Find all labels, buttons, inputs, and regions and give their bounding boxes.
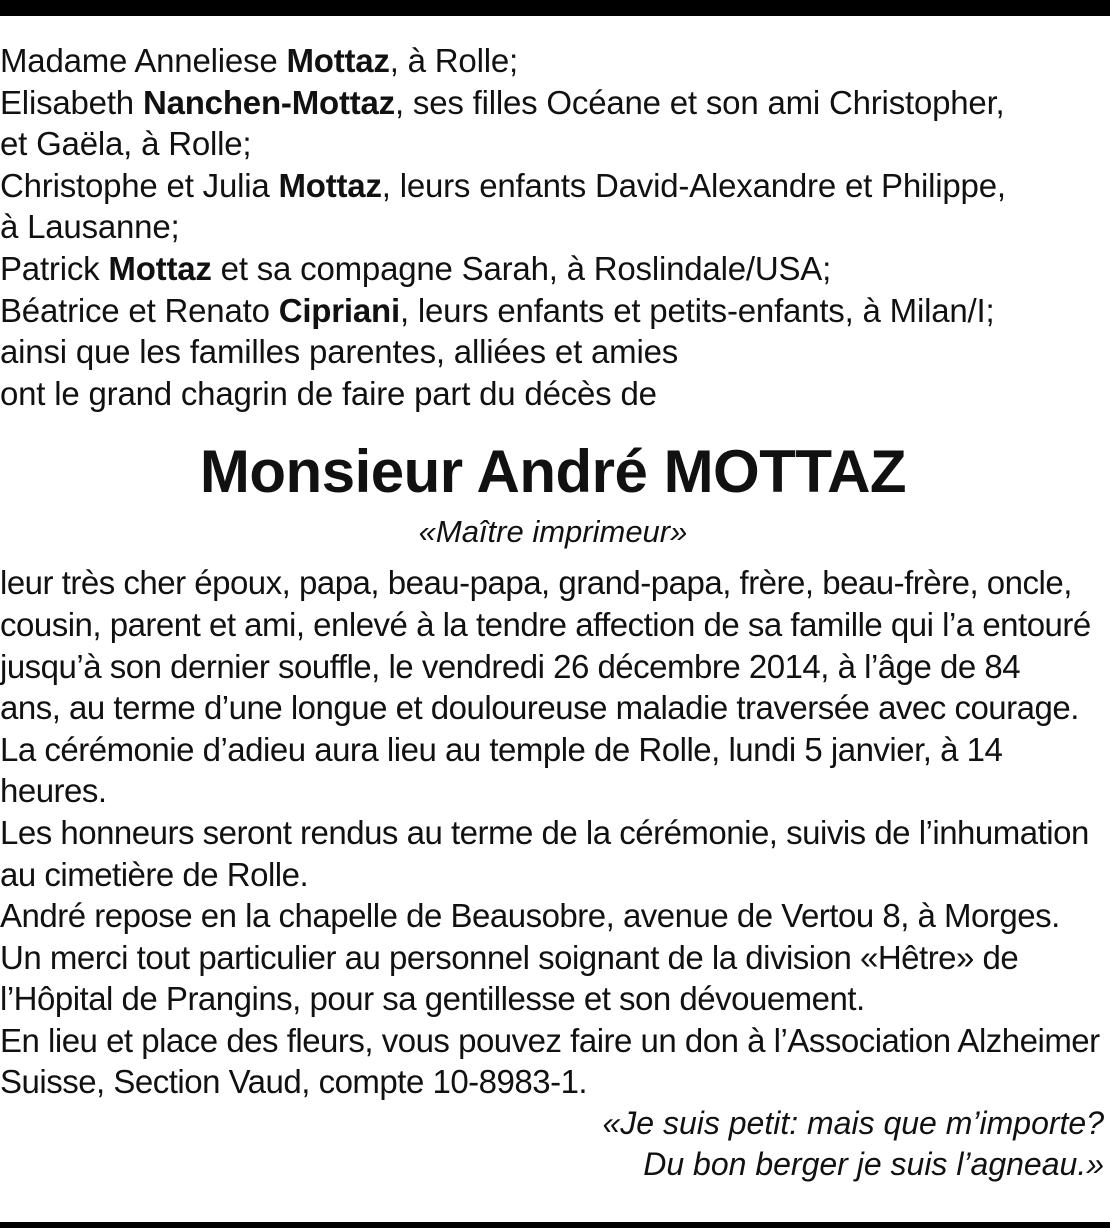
family-line-3: et Gaëla, à Rolle; xyxy=(0,125,252,163)
bottom-rule xyxy=(0,1222,1110,1228)
top-rule xyxy=(0,0,1110,16)
family-line-8: ainsi que les familles parentes, alliées et amies xyxy=(0,333,679,371)
text: Béatrice et Renato xyxy=(0,291,279,329)
surname: Mottaz xyxy=(108,249,212,287)
surname: Cipriani xyxy=(278,291,400,329)
body-line: au cimetière de Rolle. xyxy=(0,855,309,893)
closing-quote-line: «Je suis petit: mais que m’importe? xyxy=(602,1105,1104,1142)
text: Elisabeth xyxy=(0,83,143,121)
family-line-7 xyxy=(0,290,1106,332)
body-line: l’Hôpital de Prangins, pour sa gentillesse et son dévouement. xyxy=(0,980,865,1018)
death-notice xyxy=(0,40,1106,1185)
body-line: Un merci tout particulier au personnel soignant de la division «Hêtre» de xyxy=(0,938,1019,976)
text: , à Rolle; xyxy=(389,42,518,79)
deceased-name: Monsieur André MOTTAZ xyxy=(199,438,907,506)
family-line-5: à Lausanne; xyxy=(0,208,180,246)
text: et sa compagne Sarah, à Roslindale/USA; xyxy=(211,249,832,287)
body-line: jusqu’à son dernier souffle, le vendredi 26 décembre 2014, à l’âge de 84 xyxy=(0,647,1021,685)
text: , leurs enfants David-Alexandre et Philippe, xyxy=(381,166,1006,204)
body-line: cousin, parent et ami, enlevé à la tendre affection de sa famille qui l’a entouré xyxy=(0,605,1091,643)
body-line: La cérémonie d’adieu aura lieu au temple de Rolle, lundi 5 janvier, à 14 xyxy=(0,730,1003,768)
body-line: En lieu et place des fleurs, vous pouvez faire un don à l’Association Alzheimer xyxy=(0,1021,1100,1059)
body-line: leur très cher époux, papa, beau-papa, grand-papa, frère, beau-frère, oncle, xyxy=(0,564,1072,602)
body-line: André repose en la chapelle de Beausobre, avenue de Vertou 8, à Morges. xyxy=(0,897,1060,935)
body-line: Suisse, Section Vaud, compte 10-8983-1. xyxy=(0,1063,588,1101)
family-line-2 xyxy=(0,82,1106,124)
surname: Nanchen-Mottaz xyxy=(142,83,395,121)
text: Madame Anneliese xyxy=(0,42,287,79)
family-line-9: ont le grand chagrin de faire part du décès de xyxy=(0,374,657,412)
text: , ses filles Océane et son ami Christopher, xyxy=(394,83,1005,121)
surname: Mottaz xyxy=(286,42,390,79)
closing-quote-line: Du bon berger je suis l’agneau.» xyxy=(643,1146,1104,1183)
family-line-6 xyxy=(0,248,1106,290)
text: Christophe et Julia xyxy=(0,166,279,204)
family-line-4 xyxy=(0,165,1106,207)
text: , leurs enfants et petits-enfants, à Milan/I; xyxy=(399,291,995,329)
text: Patrick xyxy=(0,249,109,287)
family-line-1 xyxy=(0,40,1106,82)
body-line: ans, au terme d’une longue et douloureuse maladie traversée avec courage. xyxy=(0,689,1079,727)
body-line: Les honneurs seront rendus au terme de la cérémonie, suivis de l’inhumation xyxy=(0,813,1089,851)
surname: Mottaz xyxy=(278,166,382,204)
body-line: heures. xyxy=(0,772,107,810)
deceased-profession: «Maître imprimeur» xyxy=(418,514,688,550)
